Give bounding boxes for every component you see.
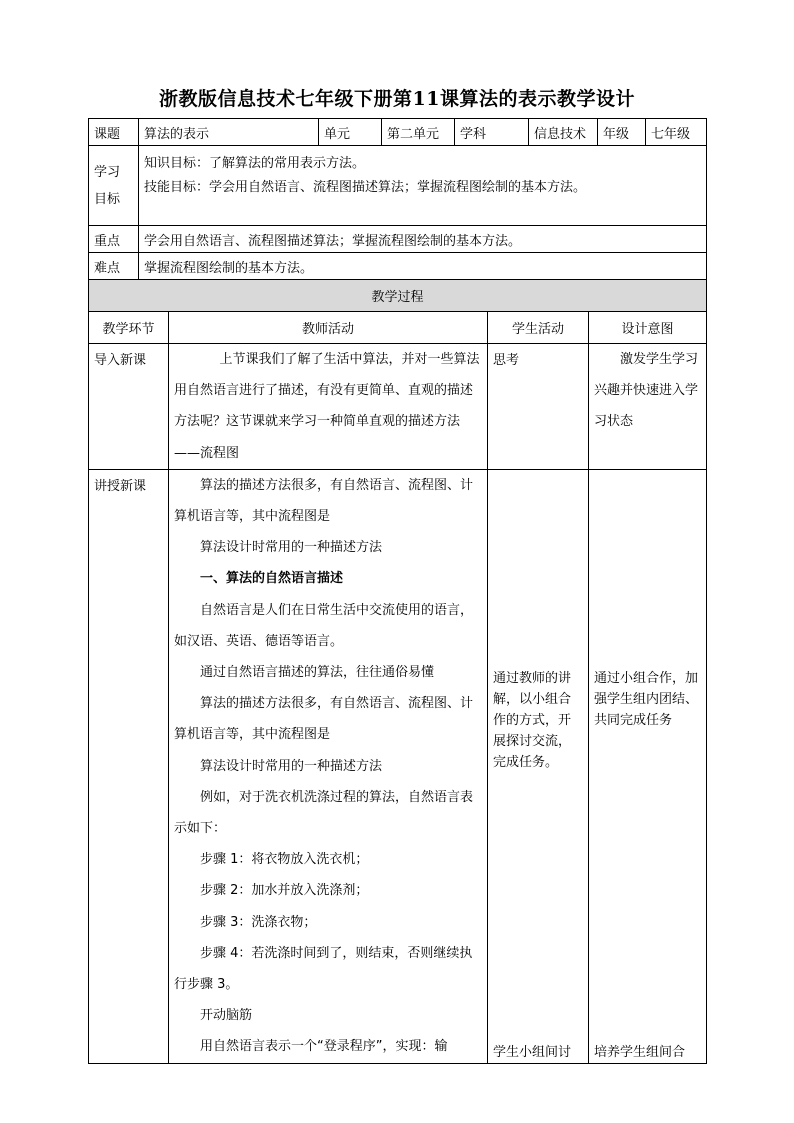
grade-label: 年级 [598, 119, 646, 146]
key-point-row [89, 226, 707, 253]
key-point-label: 重点 [89, 226, 139, 253]
key-point-text: 学会用自然语言、流程图描述算法；掌握流程图绘制的基本方法。 [139, 226, 707, 253]
goals-content [139, 146, 707, 226]
lecture-student-1: 通过教师的讲解，以小组合作的方式，开展探讨交流，完成任务。 [493, 670, 572, 770]
goals-row [89, 146, 707, 226]
grade-value: 七年级 [646, 119, 707, 146]
lecture-goal-1: 通过小组合作，加强学生组内团结、共同完成任务 [594, 670, 699, 728]
lecture-paragraph: 算法设计时常用的一种描述方法 [200, 540, 383, 556]
lesson-info-table [88, 118, 707, 280]
process-header: 教学过程 [89, 280, 707, 312]
difficulty-label: 难点 [89, 253, 139, 280]
topic-value: 算法的表示 [139, 119, 319, 146]
lecture-paragraph: 步骤 2：加水并放入洗涤剂； [200, 883, 369, 899]
lecture-paragraph: 算法的描述方法很多，有自然语言、流程图、计算机语言等，其中流程图是 [174, 696, 474, 743]
lecture-stage: 讲授新课 [89, 469, 169, 1063]
intro-stage: 导入新课 [89, 344, 169, 470]
difficulty-row [89, 253, 707, 280]
lecture-goal [589, 469, 707, 1063]
lecture-row [89, 469, 707, 1063]
lecture-paragraph: 步骤 3：洗涤衣物； [200, 914, 317, 930]
process-columns-row [89, 312, 707, 344]
knowledge-goal: 知识目标：了解算法的常用表示方法。 [144, 156, 366, 171]
difficulty-text: 掌握流程图绘制的基本方法。 [139, 253, 707, 280]
intro-goal: 激发学生学习兴趣并快速进入学习状态 [589, 344, 707, 470]
column-goal: 设计意图 [589, 312, 707, 344]
lecture-student-2: 学生小组间讨 [493, 1044, 572, 1060]
topic-label: 课题 [89, 119, 139, 146]
lecture-paragraph: 步骤 1：将衣物放入洗衣机； [200, 852, 369, 868]
process-table [88, 279, 707, 1064]
column-teacher: 教师活动 [169, 312, 488, 344]
lecture-paragraph: 开动脑筋 [200, 1008, 253, 1024]
lecture-paragraph: 步骤 4：若洗涤时间到了，则结束，否则继续执行步骤 3。 [174, 945, 473, 993]
intro-teacher: 上节课我们了解了生活中算法，并对一些算法用自然语言进行了描述，有没有更简单、直观的描述方法呢？这节课就来学习一种简单直观的描述方法——流程图 [169, 344, 488, 470]
lecture-paragraph: 算法设计时常用的一种描述方法 [200, 758, 383, 774]
skill-goal: 技能目标：学会用自然语言、流程图描述算法；掌握流程图绘制的基本方法。 [144, 180, 587, 195]
unit-label: 单元 [319, 119, 382, 146]
page-title: 浙教版信息技术七年级下册第11课算法的表示教学设计 [159, 88, 635, 110]
lecture-paragraph: 一、算法的自然语言描述 [200, 571, 344, 587]
lecture-paragraph: 例如，对于洗衣机洗涤过程的算法，自然语言表示如下： [174, 789, 474, 837]
unit-value: 第二单元 [382, 119, 455, 146]
lecture-paragraph: 通过自然语言描述的算法，往往通俗易懂 [200, 665, 435, 681]
lecture-paragraph: 用自然语言表示一个“登录程序”，实现：输 [200, 1039, 448, 1055]
intro-row [89, 344, 707, 470]
subject-label: 学科 [455, 119, 529, 146]
intro-student: 思考 [488, 344, 589, 470]
column-stage: 教学环节 [89, 312, 169, 344]
lecture-paragraphs [174, 470, 482, 1063]
subject-value: 信息技术 [529, 119, 598, 146]
lecture-paragraph: 自然语言是人们在日常生活中交流使用的语言，如汉语、英语、德语等语言。 [174, 602, 474, 649]
column-student: 学生活动 [488, 312, 589, 344]
lecture-student [488, 469, 589, 1063]
process-header-row [89, 280, 707, 312]
lecture-teacher [169, 469, 488, 1063]
topic-row [89, 119, 707, 146]
goals-label: 学习 目标 [89, 146, 139, 226]
lecture-goal-2: 培养学生组间合 [594, 1044, 686, 1060]
lecture-paragraph: 算法的描述方法很多，有自然语言、流程图、计算机语言等，其中流程图是 [174, 477, 474, 525]
